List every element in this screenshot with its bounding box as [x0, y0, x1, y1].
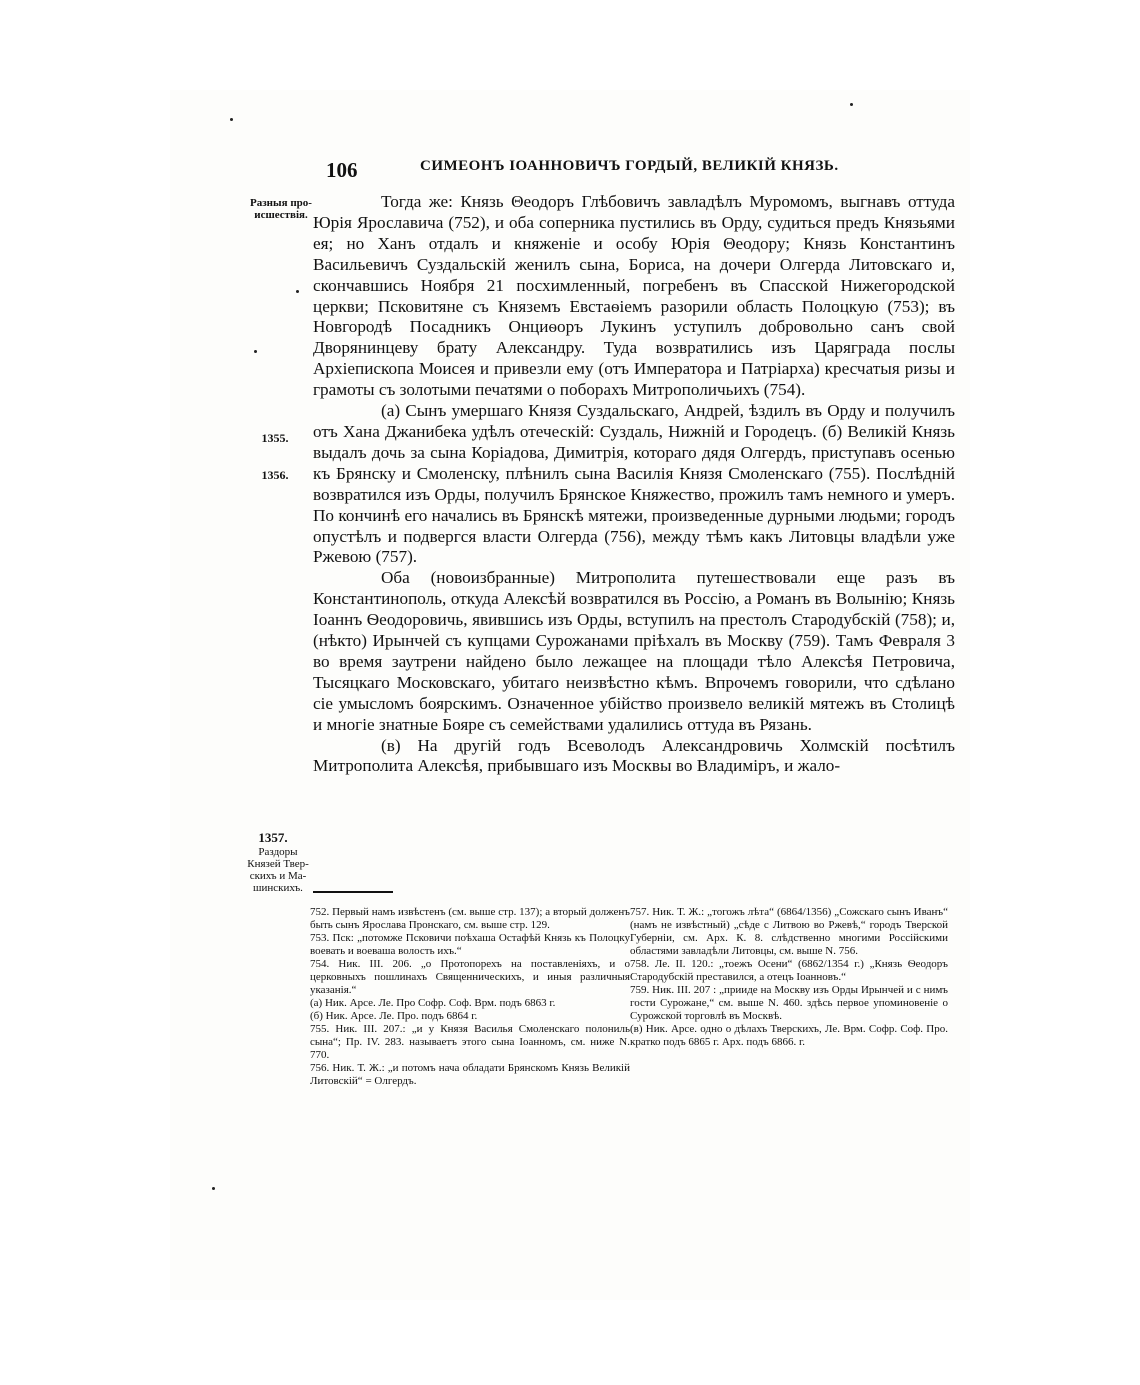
footnote-753: 753. Пск: „потомже Псковичи поѣхаша Остафѣй Князь къ Полоцку воевать и воеваша волость ихъ.“ — [310, 932, 630, 957]
footnote-759: 759. Ник. III. 207 : „прииде на Москву изъ Орды Ирынчей и с нимъ гости Сурожане,“ см. выше N. 460. здѣсь первое упоминовеніе о Сурожской торговлѣ въ Москвѣ. — [630, 984, 948, 1022]
footnote-rule — [313, 891, 393, 893]
scan-speck — [850, 103, 853, 106]
running-title: СИМЕОНЪ ІОАННОВИЧЪ ГОРДЫЙ, ВЕЛИКІЙ КНЯЗЬ. — [420, 158, 839, 174]
footnotes-left-column — [310, 906, 630, 1088]
paragraph-3: Оба (новоизбранные) Митрополита путешествовали еще разъ въ Константинополь, откуда Алексѣй возвратился въ Россію, а Романъ въ Волынію; Князь Іоаннъ Ѳеодоровичь, явившись изъ Орды, вступилъ на престолъ Стародубскій (758); и, (нѣкто) Ирынчей съ купцами Сурожанами пріѣхалъ въ Москву (759). Тамъ Февраля 3 во время заутрени найдено было лежащее на площади тѣло Алексѣя Петровича, Тысяцкаго Московскаго, убитаго неизвѣстно кѣмъ. Впрочемъ говорили, что сдѣлано сіе умысломъ боярскимъ. Означенное убійство произвело великій мятежъ въ Столицѣ и многіе знатные Бояре съ семействами удалились оттуда въ Рязань. — [313, 568, 955, 734]
margin-year-1355: 1355. — [261, 431, 289, 445]
footnote-756: 756. Ник. Т. Ж.: „и потомъ нача обладати Брянскомъ Князь Великій Литовскій“ = Олгердъ. — [310, 1062, 630, 1087]
margin-year-1356: 1356. — [261, 468, 289, 482]
page-number: 106 — [326, 158, 358, 182]
footnote-757: 757. Ник. Т. Ж.: „тогожъ лѣта“ (6864/1356) „Сожскаго сынъ Иванъ“ (намъ не извѣстный) „сѣде с Литвою во Ржевѣ,“ городъ Тверской Губерніи, см. Арх. К. 8. слѣдственно многими Россійскими областями завладѣли Литовцы, см. выше N. 756. — [630, 906, 948, 957]
paragraph-4: (в) На другій годъ Всеволодъ Александровичь Холмскій посѣтилъ Митрополита Алексѣя, прибывшаго изъ Москвы во Владиміръ, и жало- — [313, 735, 955, 776]
scan-speck — [254, 350, 257, 353]
paragraph-2: (а) Сынъ умершаго Князя Суздальскаго, Андрей, ѣздилъ въ Орду и получилъ отъ Хана Джанибека удѣлъ отеческій: Суздаль, Нижній и Городецъ. (б) Великій Князь выдалъ дочь за сына Коріадова, Димитрія, котораго дядя Олгердъ, приступавъ осенью къ Брянску и Смоленску, плѣнилъ сына Василія Князя Смоленскаго (755). Послѣдній возвратился изъ Орды, получилъ Брянское Княжество, прожилъ тамъ немного и умеръ. По кончинѣ его начались въ Брянскѣ мятежи, произведенные дурными людьми; городъ опустѣлъ и подвергся власти Олгерда (756), между тѣмъ какъ Литовцы владѣли уже Ржевою (757). — [313, 401, 955, 567]
footnote-752: 752. Первый намъ извѣстенъ (см. выше стр. 137); а вторый долженъ быть сынъ Ярослава Пронскаго, см. выше стр. 129. — [310, 906, 630, 931]
main-text — [313, 192, 955, 777]
footnote-755: 755. Ник. III. 207.: „и у Князя Василья Смоленскаго полониль сына“; Пр. IV. 283. называетъ этого сына Іоанномъ, см. ниже N. 770. — [310, 1023, 630, 1061]
footnote-b: (б) Ник. Арсе. Ле. Про. подъ 6864 г. — [310, 1010, 478, 1022]
footnote-a: (а) Ник. Арсе. Ле. Про Софр. Соф. Врм. подъ 6863 г. — [310, 997, 556, 1009]
margin-note-raznyya: Разныя про- исшествія. — [250, 197, 312, 221]
margin-year-1357: 1357. — [258, 830, 288, 845]
scan-speck — [212, 1187, 215, 1190]
scan-speck — [230, 118, 233, 121]
footnote-758: 758. Ле. II. 120.: „тоежъ Осени“ (6862/1354 г.) „Князь Ѳеодоръ Стародубскій преставился, а отецъ Іоанновъ.“ — [630, 958, 948, 983]
paragraph-1: Тогда же: Князь Θеодоръ Глѣбовичъ завладѣлъ Муромомъ, выгнавъ оттуда Юрія Ярославича (752), и оба соперника пустились въ Орду, судиться предъ Князьями ея; но Ханъ отдалъ и княженіе и особу Юрія Θеодору; Князь Константинъ Васильевичъ Суздальскій женилъ сына, Бориса, на дочери Олгерда Литовскаго и, скончавшись Ноября 21 посхимленный, погребенъ въ Спасской Нижегородской церкви; Псковитяне съ Княземъ Евстаѳіемъ разорили область Полоцкую (753); въ Новгородѣ Посадникъ Онциѳоръ Лукинъ уступилъ добровольно санъ свой Дворянинцеву брату Александру. Туда возвратились изъ Царяграда послы Архіепископа Моисея и привезли ему (отъ Императора и Патріарха) кресчатыя ризы и грамоты съ золотыми печатями о поборахъ Митрополичьихъ (754). — [313, 192, 955, 400]
footnote-v: (в) Ник. Арсе. одно о дѣлахъ Тверскихъ, Ле. Врм. Софр. Соф. Про. кратко подъ 6865 г. Арх. подъ 6866. г. — [630, 1023, 948, 1048]
footnote-754: 754. Ник. III. 206. „о Протопорехъ на поставленіяхъ, и о церковныхъ пошлинахъ Священническихъ, и иныя различныя указанія.“ — [310, 958, 630, 996]
margin-note-razdory: Раздоры Князей Твер- скихъ и Ма- шинскихъ. — [247, 846, 309, 894]
scan-speck — [296, 290, 299, 293]
footnotes-right-column — [630, 906, 948, 1049]
